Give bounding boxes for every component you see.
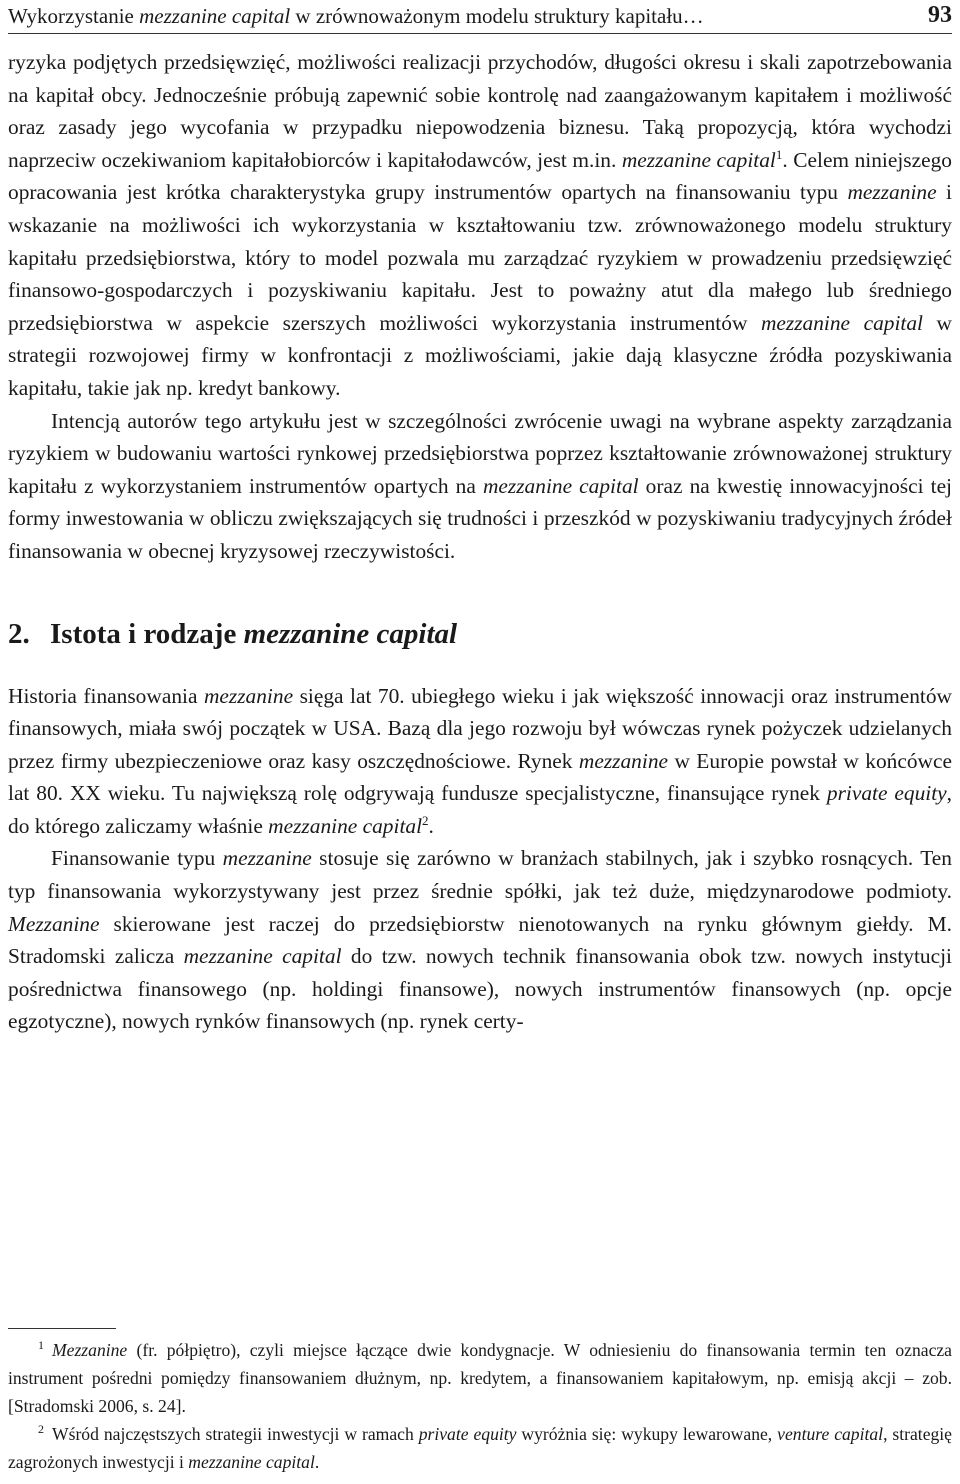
footnote-ref-2[interactable]: 2 bbox=[422, 812, 429, 828]
paragraph-2: Intencją autorów tego artykułu jest w szczególności zwrócenie uwagi na wybrane aspekty zarządzania ryzykiem w budowaniu wartości rynkowej przedsiębiorstwa poprzez kształtowanie zrównoważonej struktury kapitału z wykorzystaniem instrumentów opartych na mezzanine capital oraz na kwestię innowacyjności tej formy inwestowania w obliczu zwiększających się trudności i przeszkód w pozyskiwaniu tradycyjnych źródeł finansowania w obecnej kryzysowej rzeczywistości. bbox=[8, 408, 953, 563]
paragraph-4: Finansowanie typu mezzanine stosuje się zarówno w branżach stabilnych, jak i szybko rosnących. Ten typ finansowania wykorzystywany jest przez średnie spółki, jak też duże, międzynarodowe podmioty. Mezzanine skierowane jest raczej do przedsiębiorstw nienotowanych na rynku głównym giełdy. M. Stradomski zalicza mezzanine capital do tzw. nowych technik finansowania obok tzw. nowych instytucji pośrednictwa finansowego (np. holdingi finansowe), nowych instrumentów finansowych (np. opcje egzotyczne), nowych rynków finansowych (np. rynek certy- bbox=[8, 846, 953, 1034]
footnote-ref-1[interactable]: 1 bbox=[775, 146, 783, 162]
paragraph-1: ryzyka podjętych przedsięwzięć, możliwości realizacji przychodów, długości okresu i skali zapotrzebowania na kapitał obcy. Jednocześnie próbują zapewnić sobie kontrolę nad zaangażowanym kapitałem i możliwość oraz zasady jego wycofania w przypadku niepowodzenia biznesu. Taką propozycją, która wychodzi naprzeciw oczekiwaniom kapitałobiorców i kapitałodawców, jest m.in. mezzanine capital$^1$. Celem niniejszego opracowania jest krótka charakterystyka grupy instrumentów opartych na finansowaniu typu mezzanine i wskazanie na możliwości ich wykorzystania w kształtowaniu tzw. zrównoważonego modelu struktury kapitału przedsiębiorstwa, który to model pozwala mu zarządzać ryzykiem w prowadzeniu przedsięwzięć finansowo-gospodarczych i pozyskiwaniu kapitału. Jest to poważny atut dla małego lub średniego przedsiębiorstwa w aspekcie szerszych możliwości wykorzystania instrumentów mezzanine capital w strategii rozwojowej firmy w konfrontacji z możliwościami, jakie dają klasyczne źródła pozyskiwania kapitału, takie jak np. kredyt bankowy. bbox=[8, 50, 953, 400]
footnote-mark-2: 2 bbox=[38, 1422, 44, 1437]
running-title: Wykorzystanie mezzanine capital w zrównoważonym modelu struktury kapitału… bbox=[8, 4, 704, 28]
footnote-divider bbox=[8, 1328, 116, 1329]
paragraph-3: Historia finansowania mezzanine sięga lat 70. ubiegłego wieku i jak większość innowacji oraz instrumentów finansowych, miała swój początek w USA. Bazą dla jego rozwoju był wówczas rynek pożyczek udzielanych przez firmy ubezpieczeniowe oraz kasy oszczędnościowe. Rynek mezzanine w Europie powstał w końcówce lat 80. XX wieku. Tu największą rolę odgrywają fundusze specjalistyczne, finansujące rynek private equity, do którego zaliczamy właśnie mezzanine capital$^2$. bbox=[8, 683, 952, 838]
footnote-1: $^1$ Mezzanine (fr. półpiętro), czyli miejsce łączące dwie kondygnacje. W odniesieniu do finansowania termin ten oznacza instrument pośredni pomiędzy finansowaniem dłużnym, np. kredytem, a finansowaniem kapitałowym, np. emisją akcji – zob. [Stradomski 2006, s. 24]. bbox=[8, 1338, 952, 1416]
footnote-mark-1: 1 bbox=[38, 1338, 44, 1353]
page-number: 93 bbox=[928, 2, 952, 28]
body-text bbox=[8, 46, 952, 1038]
footnote-2: $^2$ Wśród najczęstszych strategii inwestycji w ramach private equity wyróżnia się: wykupy lewarowane, venture capital, strategię zagrożonych inwestycji i mezzanine capital. bbox=[8, 1422, 952, 1472]
footnotes bbox=[8, 1336, 952, 1476]
running-header bbox=[8, 0, 952, 34]
section-number: 2. bbox=[8, 617, 30, 650]
section-heading: 2. Istota i rodzaje mezzanine capital bbox=[8, 617, 458, 650]
